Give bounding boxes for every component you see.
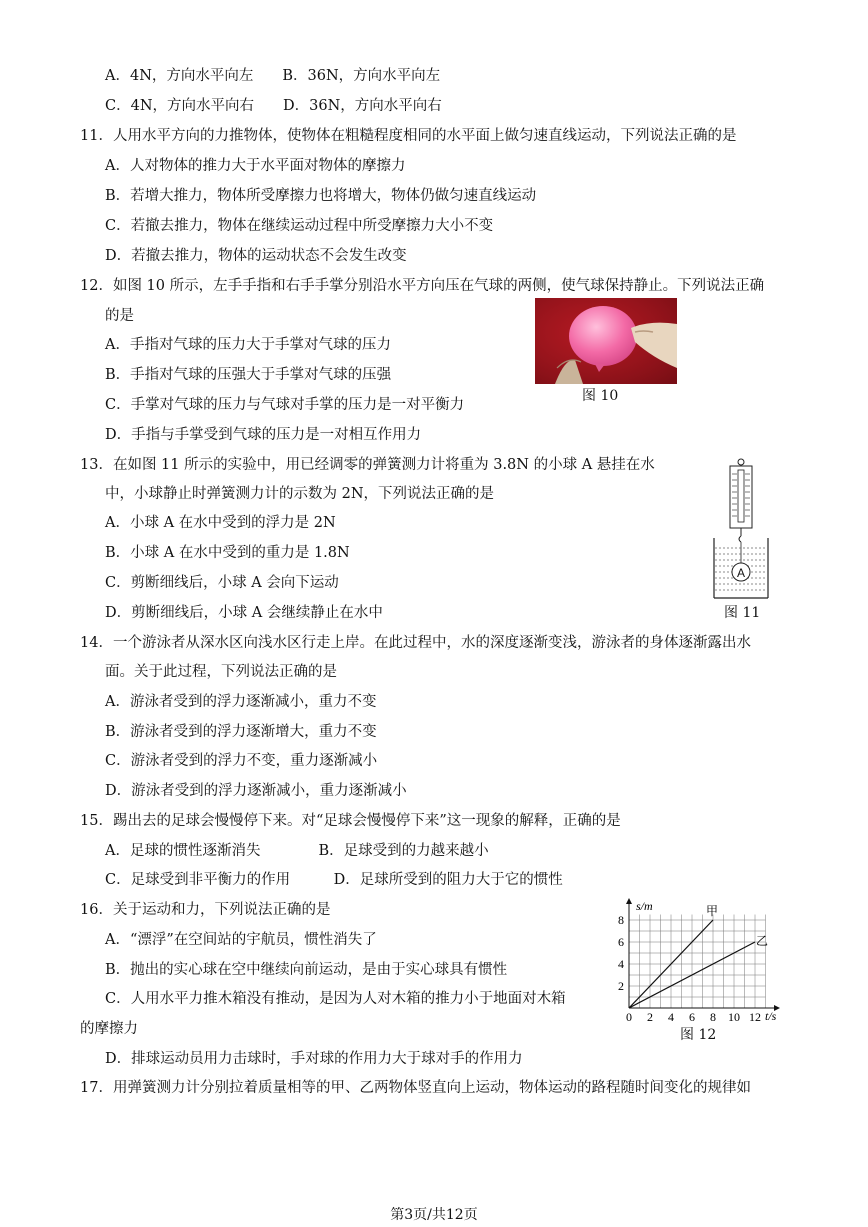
- option-16a: A．“漂浮”在空间站的宇航员，惯性消失了: [105, 932, 377, 948]
- series-yi-label: 乙: [756, 934, 769, 948]
- st-graph: [612, 898, 782, 1024]
- option-16d: D．排球运动员用力击球时，手对球的作用力大于球对手的作用力: [105, 1051, 523, 1067]
- option-12a: A．手指对气球的压力大于手掌对气球的压力: [105, 337, 391, 353]
- question-13-cont: 中，小球静止时弹簧测力计的示数为 2N，下列说法正确的是: [105, 486, 495, 502]
- option-12b: B．手指对气球的压强大于手掌对气球的压强: [105, 367, 392, 383]
- question-14: 14．一个游泳者从深水区向浅水区行走上岸。在此过程中，水的深度逐渐变浅，游泳者的身体逐渐露出水: [80, 635, 751, 651]
- x-tick-label: 4: [668, 1010, 674, 1024]
- question-13: 13．在如图 11 所示的实验中，用已经调零的弹簧测力计将重为 3.8N 的小球 A 悬挂在水: [80, 457, 655, 473]
- option-line: C．4N，方向水平向右 D．36N，方向水平向右: [105, 98, 442, 114]
- x-tick-label: 10: [728, 1010, 740, 1024]
- x-tick-label: 8: [710, 1010, 716, 1024]
- series-jia-label: 甲: [706, 904, 719, 918]
- option-15ab: A．足球的惯性逐渐消失 B．足球受到的力越来越小: [105, 843, 489, 859]
- option-13d: D．剪断细线后，小球 A 会继续静止在水中: [105, 605, 383, 621]
- spring-scale-diagram: [710, 456, 772, 601]
- figure-12-caption: 图 12: [680, 1027, 717, 1043]
- x-tick-label: 6: [689, 1010, 695, 1024]
- question-12-cont: 的是: [105, 308, 134, 324]
- option-12c: C．手掌对气球的压力与气球对手掌的压力是一对平衡力: [105, 397, 465, 413]
- x-tick-label: 0: [626, 1010, 632, 1024]
- balloon-photo: [535, 298, 677, 384]
- option-13b: B．小球 A 在水中受到的重力是 1.8N: [105, 545, 350, 561]
- option-16b: B．抛出的实心球在空中继续向前运动，是由于实心球具有惯性: [105, 962, 508, 978]
- question-12: 12．如图 10 所示，左手手指和右手手掌分别沿水平方向压在气球的两侧，使气球保持静止。下列说法正确: [80, 278, 765, 294]
- question-17: 17．用弹簧测力计分别拉着质量相等的甲、乙两物体竖直向上运动，物体运动的路程随时间变化的规律如: [80, 1080, 751, 1096]
- y-tick-label: 8: [618, 913, 624, 927]
- y-axis-label: s/m: [636, 899, 653, 913]
- option-11d: D．若撤去推力，物体的运动状态不会发生改变: [105, 248, 407, 264]
- question-16: 16．关于运动和力，下列说法正确的是: [80, 902, 331, 918]
- option-16c-cont: 的摩擦力: [80, 1021, 138, 1037]
- question-15: 15．踢出去的足球会慢慢停下来。对“足球会慢慢停下来”这一现象的解释，正确的是: [80, 813, 621, 829]
- option-line: A．4N，方向水平向左 B．36N，方向水平向左: [105, 68, 441, 84]
- x-axis-label: t/s: [765, 1009, 777, 1023]
- y-tick-label: 2: [618, 979, 624, 993]
- option-14d: D．游泳者受到的浮力逐渐减小，重力逐渐减小: [105, 783, 407, 799]
- option-13c: C．剪断细线后，小球 A 会向下运动: [105, 575, 339, 591]
- figure-10-caption: 图 10: [582, 388, 619, 404]
- question-11: 11．人用水平方向的力推物体，使物体在粗糙程度相同的水平面上做匀速直线运动，下列说法正确的是: [80, 128, 737, 144]
- y-tick-label: 6: [618, 935, 624, 949]
- question-14-cont: 面。关于此过程，下列说法正确的是: [105, 664, 337, 680]
- figure-11-caption: 图 11: [724, 605, 761, 621]
- option-11c: C．若撤去推力，物体在继续运动过程中所受摩擦力大小不变: [105, 218, 494, 234]
- y-tick-label: 4: [618, 957, 624, 971]
- option-14a: A．游泳者受到的浮力逐渐减小，重力不变: [105, 694, 377, 710]
- option-14c: C．游泳者受到的浮力不变，重力逐渐减小: [105, 753, 378, 769]
- ball-a-label: A: [736, 566, 746, 580]
- x-tick-label: 12: [749, 1010, 761, 1024]
- option-13a: A．小球 A 在水中受到的浮力是 2N: [105, 515, 336, 531]
- option-12d: D．手指与手掌受到气球的压力是一对相互作用力: [105, 427, 422, 443]
- option-16c: C．人用水平力推木箱没有推动，是因为人对木箱的推力小于地面对木箱: [105, 991, 566, 1007]
- option-15cd: C．足球受到非平衡力的作用 D．足球所受到的阻力大于它的惯性: [105, 872, 563, 888]
- page-footer: 第3页/共12页: [390, 1207, 478, 1223]
- option-11a: A．人对物体的推力大于水平面对物体的摩擦力: [105, 158, 406, 174]
- option-11b: B．若增大推力，物体所受摩擦力也将增大，物体仍做匀速直线运动: [105, 188, 537, 204]
- x-tick-label: 2: [647, 1010, 653, 1024]
- option-14b: B．游泳者受到的浮力逐渐增大，重力不变: [105, 724, 377, 740]
